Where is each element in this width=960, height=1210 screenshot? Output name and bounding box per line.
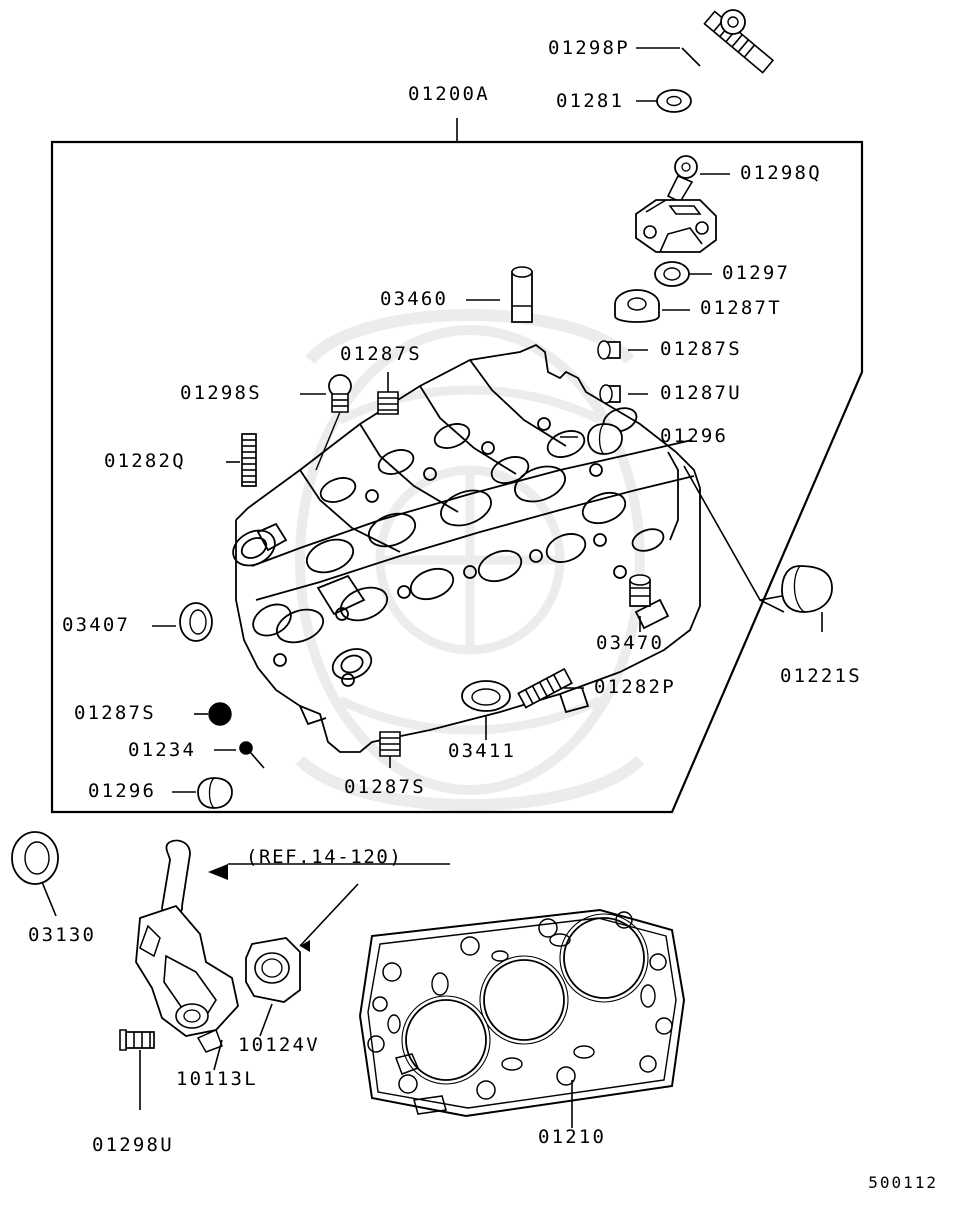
reference-note: (REF.14-120) [246, 846, 403, 868]
head-gasket [360, 910, 684, 1116]
part-label-01297: 01297 [722, 262, 791, 284]
part-label-01287S-bottom: 01287S [344, 776, 426, 798]
part-label-01298Q: 01298Q [740, 162, 822, 184]
part-label-01210: 01210 [538, 1126, 607, 1148]
part-label-01296-lower: 01296 [88, 780, 157, 802]
part-label-01287S-upper: 01287S [340, 343, 422, 365]
diagram-number: 500112 [868, 1173, 938, 1192]
part-label-01298P: 01298P [548, 37, 630, 59]
part-label-01282P: 01282P [594, 676, 676, 698]
leader-lines [12, 10, 832, 1128]
part-label-01234: 01234 [128, 739, 197, 761]
part-label-01287U: 01287U [660, 382, 742, 404]
part-label-01281: 01281 [556, 90, 625, 112]
part-label-03407: 03407 [62, 614, 131, 636]
part-label-01282Q: 01282Q [104, 450, 186, 472]
part-label-03130: 03130 [28, 924, 97, 946]
part-label-03411: 03411 [448, 740, 517, 762]
part-label-01287T: 01287T [700, 297, 782, 319]
part-label-01200A: 01200A [408, 83, 490, 105]
part-label-03470: 03470 [596, 632, 665, 654]
part-label-10113L: 10113L [176, 1068, 258, 1090]
part-label-01221S: 01221S [780, 665, 862, 687]
part-label-01287S-right: 01287S [660, 338, 742, 360]
part-label-10124V: 10124V [238, 1034, 320, 1056]
part-label-01296-right: 01296 [660, 425, 729, 447]
part-label-03460: 03460 [380, 288, 449, 310]
part-label-01287S-lower-left: 01287S [74, 702, 156, 724]
part-label-01298S: 01298S [180, 382, 262, 404]
part-label-01298U: 01298U [92, 1134, 174, 1156]
